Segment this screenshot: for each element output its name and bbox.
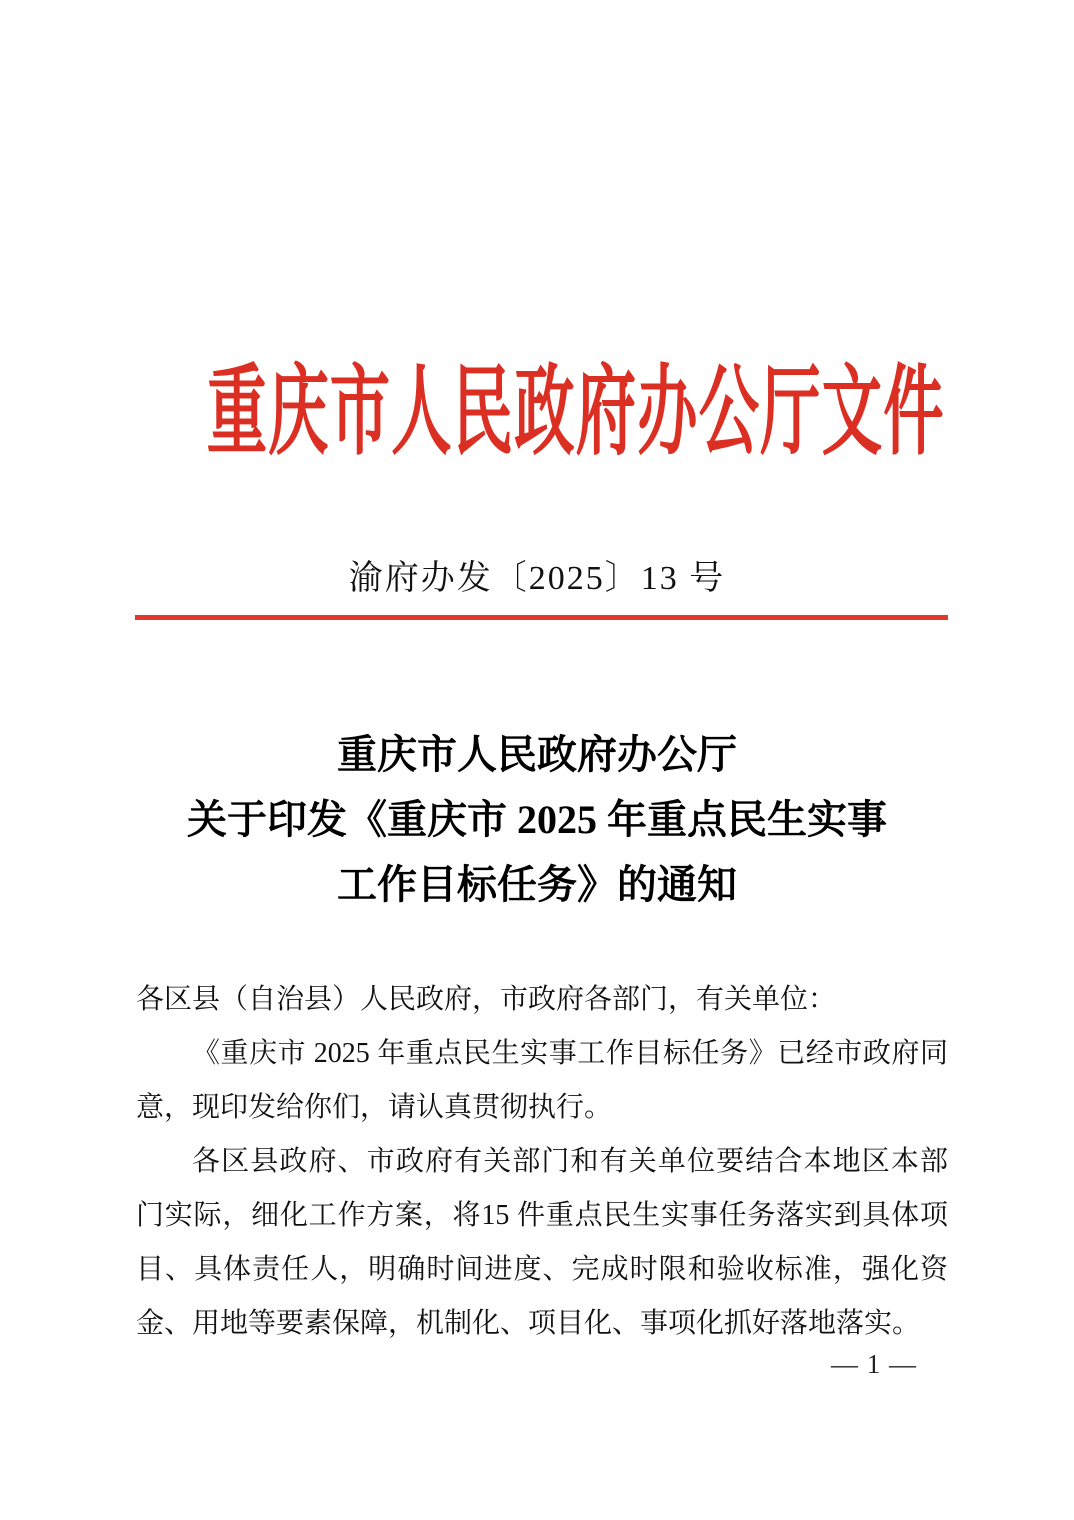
letterhead-divider bbox=[135, 615, 948, 620]
body-line: 《重庆市 2025 年重点民生实事工作目标任务》已经市政府同 bbox=[192, 1038, 948, 1069]
notice-title-line-1: 重庆市人民政府办公厅 bbox=[337, 732, 737, 777]
body-line: 目、具体责任人，明确时间进度、完成时限和验收标准，强化资 bbox=[136, 1254, 948, 1285]
letterhead-title: 重庆市人民政府办公厅文件 bbox=[206, 359, 945, 467]
document-number: 渝府办发〔2025〕13 号 bbox=[348, 560, 726, 597]
body-line: 门实际，细化工作方案，将15 件重点民生实事任务落实到具体项 bbox=[136, 1200, 948, 1231]
notice-title-line-2: 关于印发《重庆市 2025 年重点民生实事 bbox=[187, 797, 887, 842]
document-body bbox=[136, 973, 948, 1351]
page-number: — 1 — bbox=[831, 1349, 917, 1379]
body-line: 金、用地等要素保障，机制化、项目化、事项化抓好落地落实。 bbox=[136, 1308, 921, 1339]
notice-title-line-3: 工作目标任务》的通知 bbox=[337, 862, 737, 907]
body-line: 各区县政府、市政府有关部门和有关单位要结合本地区本部 bbox=[192, 1146, 948, 1177]
body-line: 意，现印发给你们，请认真贯彻执行。 bbox=[136, 1092, 613, 1123]
notice-title bbox=[0, 722, 1074, 917]
salutation-line: 各区县（自治县）人民政府，市政府各部门，有关单位： bbox=[136, 984, 837, 1015]
